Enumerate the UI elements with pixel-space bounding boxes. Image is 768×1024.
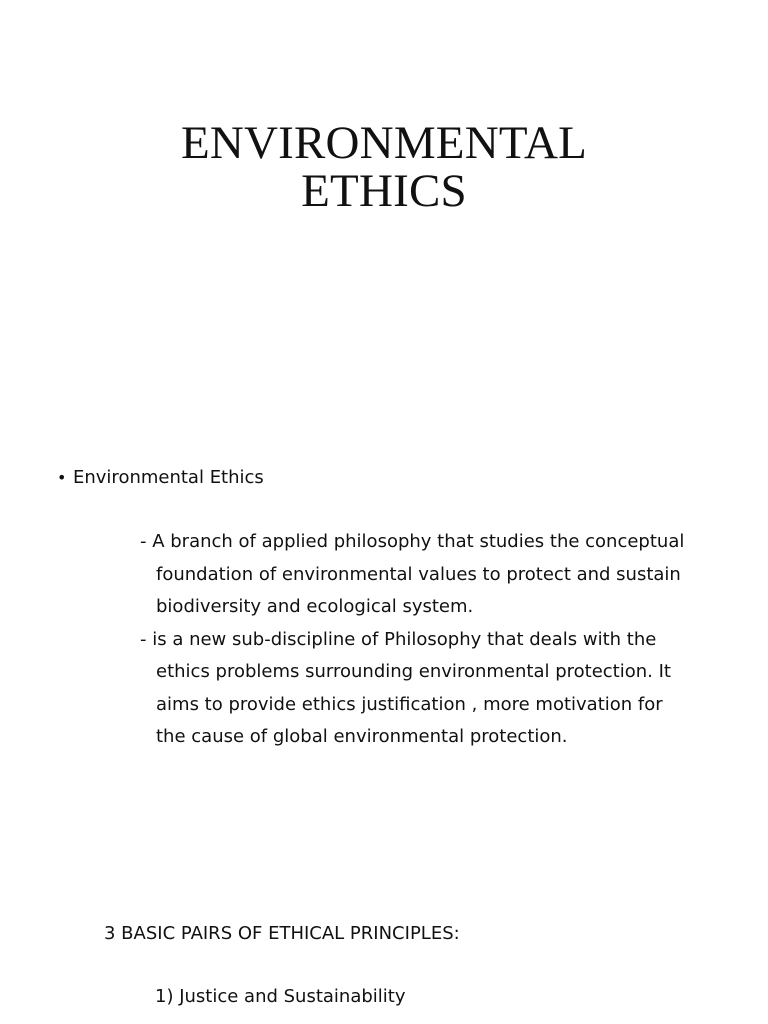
bullet-icon: • (57, 468, 67, 487)
definition-line: ethics problems surrounding environmental protection. It (156, 661, 671, 682)
definition-line: biodiversity and ecological system. (156, 596, 474, 617)
definition-line: - A branch of applied philosophy that studies the conceptual (140, 531, 685, 552)
definition-line: - is a new sub-discipline of Philosophy that deals with the (140, 628, 657, 650)
principles-heading: 3 BASIC PAIRS OF ETHICAL PRINCIPLES: (104, 923, 460, 944)
definition-line: the cause of global environmental protection. (156, 726, 568, 747)
definition-line: foundation of environmental values to protect and sustain (156, 563, 681, 585)
bullet-item (57, 466, 264, 490)
definition-block (140, 529, 684, 757)
document-title-line-2: ETHICS (301, 165, 467, 217)
bullet-label: Environmental Ethics (73, 467, 264, 488)
document-title-line-1: ENVIRONMENTAL (180, 117, 588, 169)
definition-line: aims to provide ethics justification , more motivation for (156, 693, 663, 715)
principle-item: 1) Justice and Sustainability (155, 986, 406, 1007)
